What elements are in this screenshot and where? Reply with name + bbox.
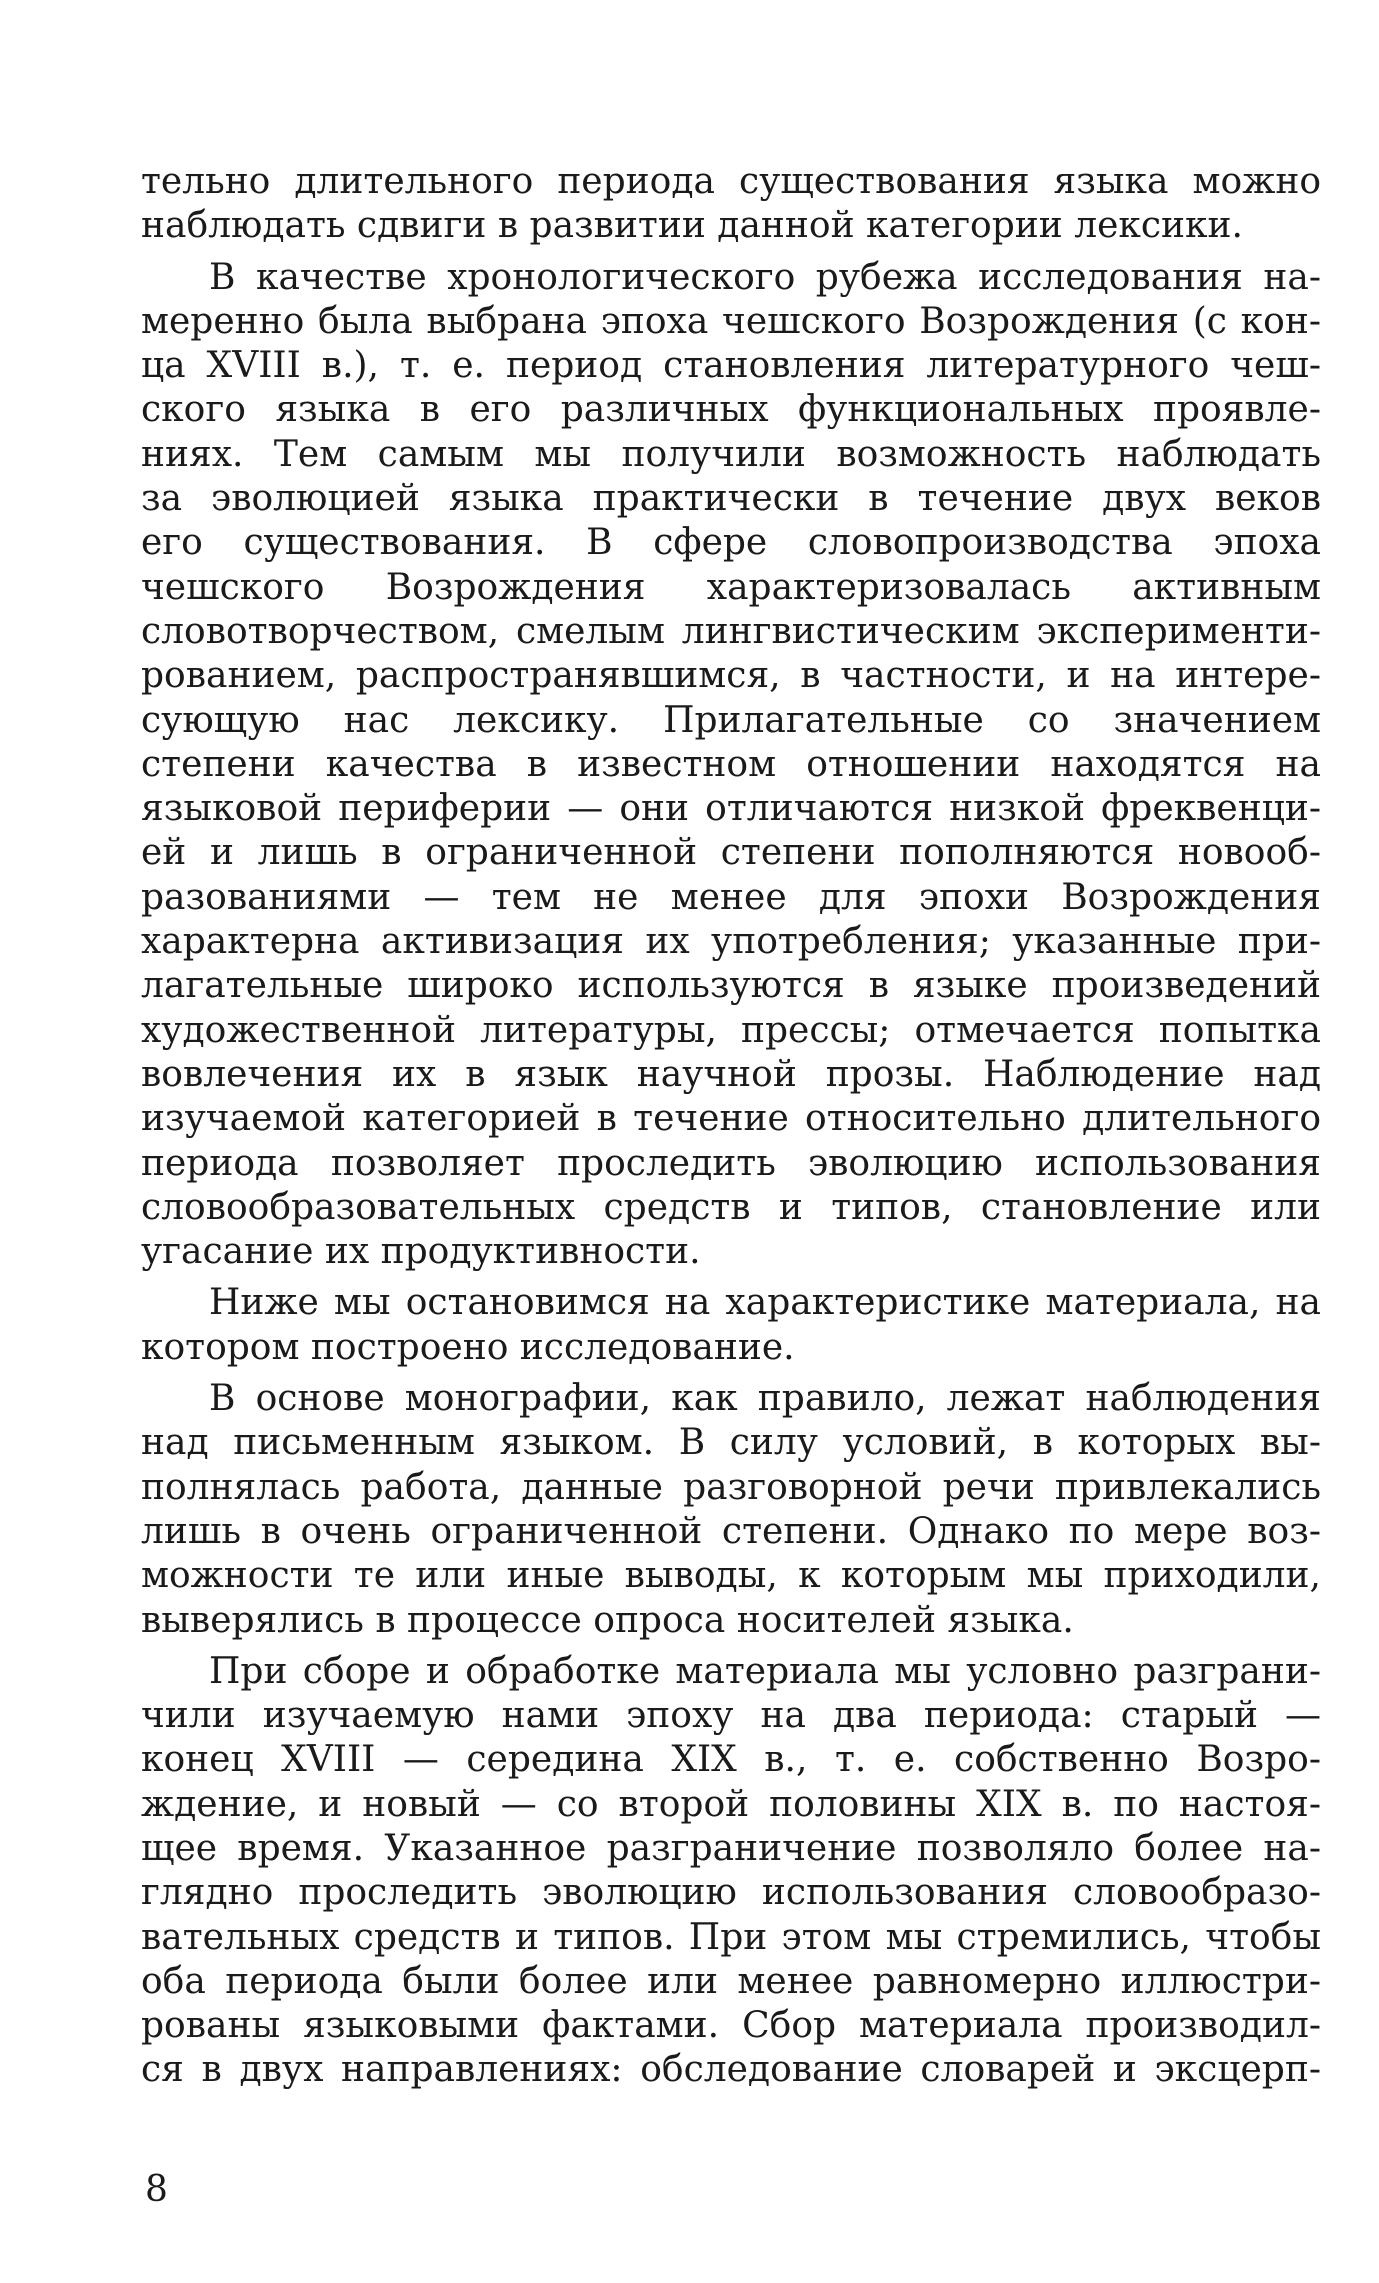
text-line: В качестве хронологического рубежа исследования на- [209,256,1321,298]
text-line: художественной литературы, прессы; отмечается попытка [141,1009,1321,1051]
text-line: словообразовательных средств и типов, становление или [141,1186,1321,1228]
text-line: чили изучаемую нами эпоху на два периода: старый — [141,1695,1321,1737]
text-line: рованы языковыми фактами. Сбор материала производил- [141,2005,1321,2047]
text-line: оба периода были более или менее равномерно иллюстри- [141,1960,1321,2002]
text-line: тельно длительного периода существования языка можно [141,161,1321,202]
text-line: лагательные широко используются в языке произведений [141,965,1321,1007]
text-line: конец XVIII — середина XIX в., т. е. собственно Возро- [141,1739,1321,1781]
text-line: меренно была выбрана эпоха чешского Возрождения (с кон- [141,300,1321,342]
text-line: выверялись в процессе опроса носителей языка. [141,1599,1074,1641]
text-line: периода позволяет проследить эволюцию использования [141,1142,1321,1184]
text-line: его существования. В сфере словопроизводства эпоха [141,522,1321,564]
text-line: угасание их продуктивности. [141,1231,701,1273]
text-body [141,160,1321,2100]
text-line: наблюдать сдвиги в развитии данной категории лексики. [141,205,1243,247]
page-number: 8 [145,2169,168,2210]
text-line: При сборе и обработке материала мы условно разграни- [209,1650,1321,1692]
text-line: рованием, распространявшимся, в частности, и на интере- [141,655,1321,697]
text-line: вовлечения их в язык научной прозы. Наблюдение над [141,1053,1321,1095]
text-line: над письменным языком. В силу условий, в которых вы- [141,1422,1321,1464]
text-line: ского языка в его различных функциональных проявле- [141,389,1321,431]
text-line: изучаемой категорией в течение относительно длительного [141,1098,1321,1140]
text-line: ниях. Тем самым мы получили возможность наблюдать [141,433,1321,475]
text-line: котором построено исследование. [141,1326,795,1368]
paragraph [141,1281,1321,1370]
text-line: словотворчеством, смелым лингвистическим эксперименти- [141,610,1321,652]
paragraph [141,160,1321,249]
text-line: В основе монографии, как правило, лежат наблюдения [209,1378,1321,1420]
text-line: степени качества в известном отношении находятся на [141,743,1321,785]
text-line: чешского Возрождения характеризовалась активным [141,566,1321,608]
text-line: полнялась работа, данные разговорной речи привлекались [141,1466,1321,1508]
text-line: ся в двух направлениях: обследование словарей и эксцерп- [141,2049,1321,2091]
text-line: разованиями — тем не менее для эпохи Возрождения [141,876,1321,918]
paragraph [141,256,1321,1275]
text-line: Ниже мы остановимся на характеристике материала, на [209,1282,1321,1324]
text-line: глядно проследить эволюцию использования словообразо- [141,1872,1321,1914]
text-line: вательных средств и типов. При этом мы стремились, чтобы [141,1916,1321,1958]
text-line: ждение, и новый — со второй половины XIX в. по настоя- [141,1783,1321,1825]
text-line: языковой периферии — они отличаются низкой фреквенци- [141,788,1321,830]
text-line: щее время. Указанное разграничение позволяло более на- [141,1827,1321,1869]
text-line: сующую нас лексику. Прилагательные со значением [141,699,1321,741]
text-line: можности те или иные выводы, к которым мы приходили, [141,1555,1321,1597]
paragraph [141,1650,1321,2093]
text-line: ца XVIII в.), т. е. период становления литературного чеш- [141,345,1321,387]
text-line: характерна активизация их употребления; указанные при- [141,921,1321,963]
text-line: за эволюцией языка практически в течение двух веков [141,478,1321,520]
text-line: лишь в очень ограниченной степени. Однако по мере воз- [141,1510,1321,1552]
paragraph [141,1377,1321,1643]
text-line: ей и лишь в ограниченной степени пополняются новооб- [141,832,1321,874]
